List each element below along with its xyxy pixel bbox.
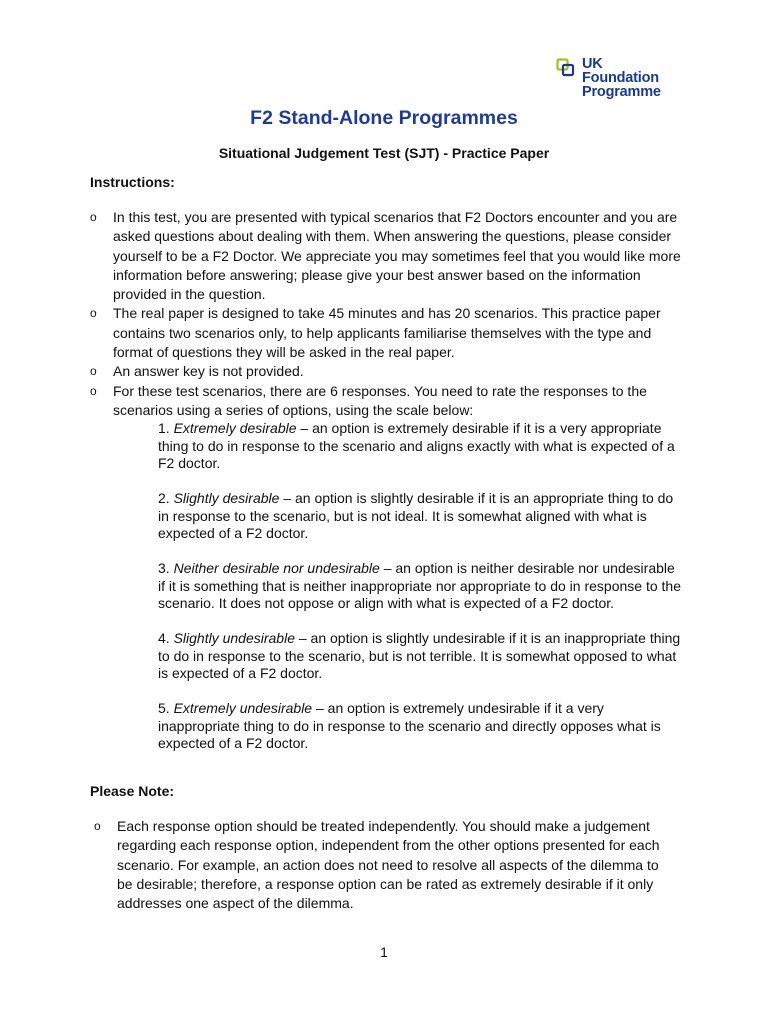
scale-term: Extremely undesirable — [173, 700, 313, 717]
scale-item — [158, 630, 683, 683]
scale-item — [158, 700, 683, 753]
logo-text — [582, 57, 661, 99]
page-number: 1 — [380, 944, 388, 960]
scale-description: – an option is slightly desirable if it is an appropriate thing to do in response to the scenario, but is not ideal. It is somewhat aligned with what is expected of a F2 doctor. — [158, 490, 674, 542]
scale-number: 3. — [158, 560, 170, 577]
instruction-text: An answer key is not provided. — [113, 363, 304, 380]
rating-scale-list — [0, 420, 683, 753]
bullet-marker-icon: o — [90, 364, 97, 379]
scale-item — [158, 560, 683, 613]
bullet-marker-icon: o — [90, 383, 97, 398]
instruction-item — [0, 208, 683, 304]
instruction-text: In this test, you are presented with typical scenarios that F2 Doctors encounter and you are asked questions about dealing with them. When answering the questions, please consider yourself to be a F2 Doctor. We appreciate you may sometimes feel that you would like more information before answering; please give your best answer based on the information provided in the question. — [113, 209, 681, 303]
scale-number: 1. — [158, 420, 170, 437]
scale-term: Neither desirable nor undesirable — [173, 560, 380, 577]
scale-term: Slightly undesirable — [173, 630, 295, 647]
instructions-heading: Instructions: — [90, 174, 175, 190]
scale-number: 4. — [158, 630, 170, 647]
bullet-marker-icon: o — [90, 306, 97, 321]
logo-line-1: UK — [582, 56, 603, 72]
please-note-heading: Please Note: — [90, 783, 175, 799]
scale-description: – an option is extremely desirable if it is a very appropriate thing to do in response to the scenario and aligns exactly with what is expected of a F2 doctor. — [158, 420, 675, 472]
logo-squares-icon — [556, 58, 580, 78]
logo-line-2: Foundation — [582, 70, 659, 86]
instruction-item — [0, 304, 683, 362]
instruction-text: For these test scenarios, there are 6 responses. You need to rate the responses to the scenarios using a series of options, using the scale below: — [113, 382, 647, 418]
page-subtitle: Situational Judgement Test (SJT) - Practice Paper — [218, 145, 550, 161]
scale-term: Slightly desirable — [173, 490, 280, 507]
scale-term: Extremely desirable — [173, 420, 297, 437]
scale-description: – an option is slightly undesirable if it is an inappropriate thing to do in response to the scenario, but is not terrible. It is somewhat opposed to what is expected of a F2 doctor. — [158, 630, 681, 682]
bullet-marker-icon: o — [90, 210, 97, 224]
note-item — [0, 817, 677, 913]
scale-item — [158, 490, 683, 543]
scale-description: – an option is extremely undesirable if it a very inappropriate thing to do in response to the scenario and directly opposes what is expected of a F2 doctor. — [158, 700, 661, 752]
page-title: F2 Stand-Alone Programmes — [250, 107, 518, 129]
logo-line-3: Programme — [582, 84, 661, 100]
instruction-item — [0, 362, 683, 381]
uk-foundation-programme-logo — [556, 56, 686, 102]
please-note-list — [0, 817, 677, 913]
instructions-list — [0, 208, 683, 753]
instruction-text: The real paper is designed to take 45 minutes and has 20 scenarios. This practice paper contains two scenarios only, to help applicants familiarise themselves with the type and format of questions they will be asked in the real paper. — [113, 305, 661, 361]
scale-number: 5. — [158, 700, 170, 717]
scale-item — [158, 420, 683, 473]
scale-number: 2. — [158, 490, 170, 507]
bullet-marker-icon: o — [94, 819, 101, 833]
instruction-item — [0, 382, 683, 753]
note-text: Each response option should be treated independently. You should make a judgement regarding each response option, independent from the other options presented for each scenario. For example, an action does not need to resolve all aspects of the dilemma to be desirable; therefore, a response option can be rated as extremely desirable if it only addresses one aspect of the dilemma. — [117, 818, 660, 912]
scale-description: – an option is neither desirable nor undesirable if it is something that is neither inappropriate nor appropriate to do in response to the scenario. It does not oppose or align with what is expected of a F2 doctor. — [158, 560, 681, 612]
